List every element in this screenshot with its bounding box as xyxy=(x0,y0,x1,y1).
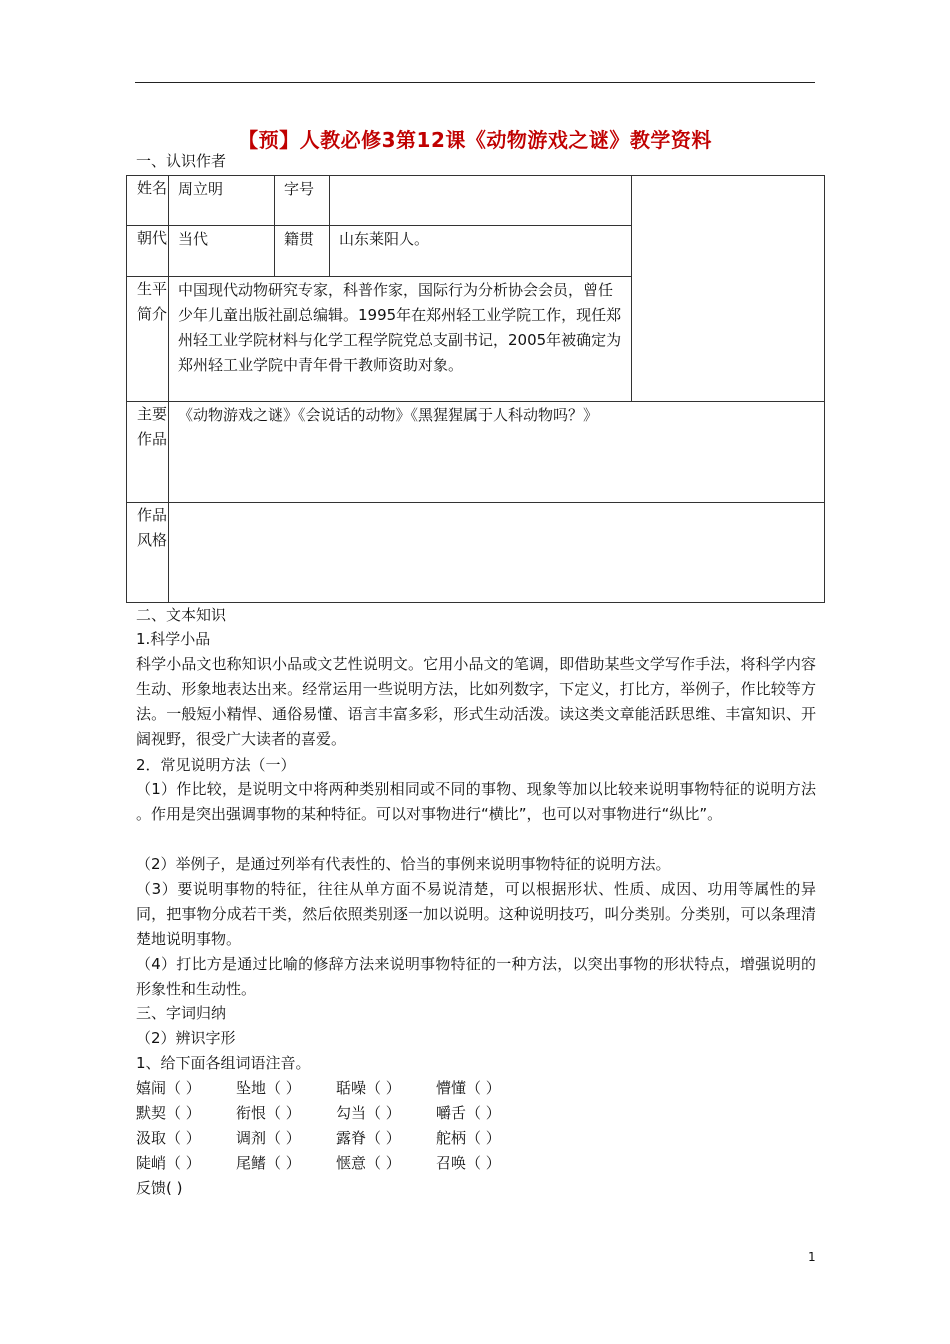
word-item: 露脊（ ） xyxy=(336,1129,401,1147)
word-row xyxy=(136,1077,536,1099)
bio-value: 中国现代动物研究专家，科普作家，国际行为分析协会会员，曾任少年儿童出版社副总编辑。1995年在郑州轻工业学院工作，现任郑州轻工业学院材料与化学工程学院党总支副书记，2005年被确定为郑州轻工业学院中青年骨干教师资助对象。 xyxy=(169,277,632,402)
era-value: 当代 xyxy=(169,226,275,277)
section-heading-author: 一、认识作者 xyxy=(136,152,227,170)
style-value xyxy=(169,503,825,603)
method-item: （3）要说明事物的特征，往往从单方面不易说清楚，可以根据形状、性质、成因、功用等属性的异同，把事物分成若干类，然后依照类别逐一加以说明。这种说明技巧，叫分类别。分类别，可以条理清楚地说明事物。 xyxy=(136,880,816,948)
word-item: 陡峭（ ） xyxy=(136,1154,201,1172)
method-item: （2）举例子，是通过列举有代表性的、恰当的事例来说明事物特征的说明方法。 xyxy=(136,855,671,873)
subheading-methods: 2．常见说明方法（一） xyxy=(136,756,296,774)
era-label: 朝代 xyxy=(127,226,169,277)
method-item: （1）作比较，是说明文中将两种类别相同或不同的事物、现象等加以比较来说明事物特征的说明方法 。作用是突出强调事物的某种特征。可以对事物进行“横比”，也可以对事物进行“纵比”。 xyxy=(136,780,816,823)
works-value: 《动物游戏之谜》《会说话的动物》《黑猩猩属于人科动物吗？》 xyxy=(169,402,825,503)
word-item: 召唤（ ） xyxy=(436,1154,501,1172)
bio-label: 生平简介 xyxy=(127,277,169,402)
word-item: 聒噪（ ） xyxy=(336,1079,401,1097)
author-info-table xyxy=(126,175,825,603)
subheading-glyphs: （2）辨识字形 xyxy=(136,1029,236,1047)
feedback-line: 反馈( ) xyxy=(136,1179,183,1197)
name-value: 周立明 xyxy=(169,176,275,226)
jiguan-label: 籍贯 xyxy=(275,226,330,277)
word-item: 懵懂（ ） xyxy=(436,1079,501,1097)
word-row xyxy=(136,1152,536,1174)
header-rule xyxy=(135,82,815,83)
exercise-title: 1、给下面各组词语注音。 xyxy=(136,1054,311,1072)
word-item: 衔恨（ ） xyxy=(236,1104,301,1122)
method-item: （4）打比方是通过比喻的修辞方法来说明事物特征的一种方法，以突出事物的形状特点，增强说明的形象性和生动性。 xyxy=(136,955,816,998)
word-item: 调剂（ ） xyxy=(236,1129,301,1147)
style-label: 作品风格 xyxy=(127,503,169,603)
word-row xyxy=(136,1127,536,1149)
word-row xyxy=(136,1102,536,1124)
page-number: 1 xyxy=(808,1250,816,1264)
word-item: 舵柄（ ） xyxy=(436,1129,501,1147)
zihao-value xyxy=(330,176,632,226)
word-item: 坠地（ ） xyxy=(236,1079,301,1097)
word-item: 嚼舌（ ） xyxy=(436,1104,501,1122)
document-title: 【预】人教必修3第12课《动物游戏之谜》教学资料 xyxy=(238,128,712,152)
portrait-cell xyxy=(632,176,825,402)
word-item: 惬意（ ） xyxy=(336,1154,401,1172)
zihao-label: 字号 xyxy=(275,176,330,226)
works-label: 主要作品 xyxy=(127,402,169,503)
subheading-science-essay: 1.科学小品 xyxy=(136,630,211,648)
jiguan-value: 山东莱阳人。 xyxy=(330,226,632,277)
science-essay-paragraph: 科学小品文也称知识小品或文艺性说明文。它用小品文的笔调，即借助某些文学写作手法，将科学内容生动、形象地表达出来。经常运用一些说明方法，比如列数字，下定义，打比方，举例子，作比较等方法。一般短小精悍、通俗易懂、语言丰富多彩，形式生动活泼。读这类文章能活跃思维、丰富知识、开阔视野，很受广大读者的喜爱。 xyxy=(136,655,816,748)
name-label: 姓名 xyxy=(127,176,169,226)
word-item: 汲取（ ） xyxy=(136,1129,201,1147)
section-heading-text: 二、文本知识 xyxy=(136,606,227,624)
word-item: 尾鳍（ ） xyxy=(236,1154,301,1172)
section-heading-words: 三、字词归纳 xyxy=(136,1004,227,1022)
word-item: 勾当（ ） xyxy=(336,1104,401,1122)
word-item: 默契（ ） xyxy=(136,1104,201,1122)
word-item: 嬉闹（ ） xyxy=(136,1079,201,1097)
